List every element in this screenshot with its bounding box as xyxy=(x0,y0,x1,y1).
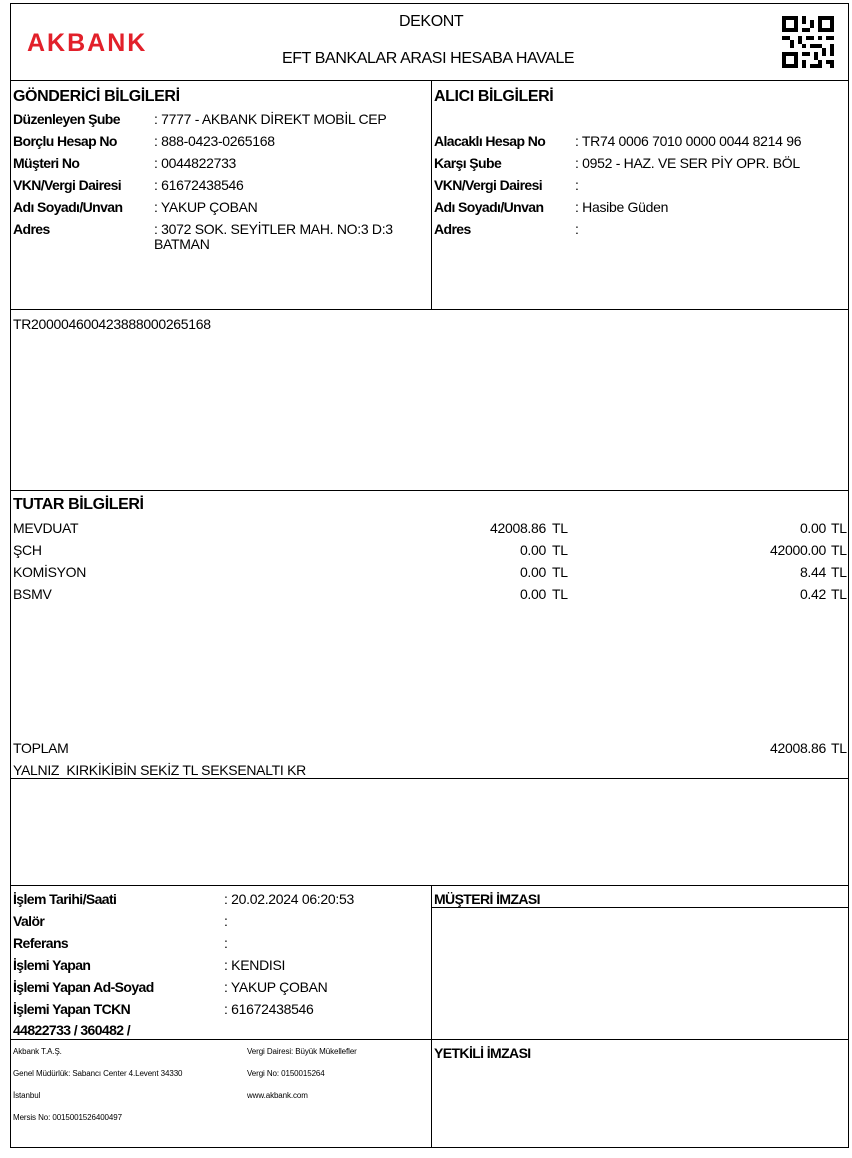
sender-label: Düzenleyen Şube xyxy=(13,111,120,127)
sender-heading: GÖNDERİCİ BİLGİLERİ xyxy=(13,88,180,105)
debit-currency: TL xyxy=(552,564,568,580)
transaction-label: İşlemi Yapan xyxy=(13,957,91,973)
sender-label: Adres xyxy=(13,221,50,237)
amount-label: MEVDUAT xyxy=(13,520,79,536)
svg-text:AKBANK: AKBANK xyxy=(27,30,148,54)
total-amount: 42008.86 xyxy=(770,740,826,756)
debit-amount: 42008.86 xyxy=(490,520,546,536)
qr-code-icon xyxy=(782,16,834,68)
customer-signature-heading: MÜŞTERİ İMZASI xyxy=(434,891,540,907)
transaction-label: İşlemi Yapan TCKN xyxy=(13,1001,131,1017)
footer-mersis: Mersis No: 0015001526400497 xyxy=(13,1113,122,1122)
sender-value: BATMAN xyxy=(154,236,210,252)
divider xyxy=(10,309,849,310)
credit-amount: 8.44 xyxy=(799,564,826,580)
akbank-logo xyxy=(27,30,207,54)
document-title: DEKONT xyxy=(399,13,464,30)
document-subtitle: EFT BANKALAR ARASI HESABA HAVALE xyxy=(282,50,575,67)
credit-amount: 0.00 xyxy=(799,520,826,536)
transaction-value: : xyxy=(224,935,228,951)
amount-label: BSMV xyxy=(13,586,52,602)
sender-label: VKN/Vergi Dairesi xyxy=(13,177,122,193)
footer-city: İstanbul xyxy=(13,1091,41,1100)
footer-tax-office: Vergi Dairesi: Büyük Mükellefler xyxy=(247,1047,357,1056)
sender-value: : 61672438546 xyxy=(154,177,244,193)
amount-label: ŞCH xyxy=(13,542,42,558)
sender-value: : YAKUP ÇOBAN xyxy=(154,199,258,215)
transaction-label: İşlem Tarihi/Saati xyxy=(13,891,117,907)
transaction-value: : 61672438546 xyxy=(224,1001,314,1017)
divider xyxy=(10,490,849,491)
transaction-value: : 20.02.2024 06:20:53 xyxy=(224,891,354,907)
sender-value: : 3072 SOK. SEYİTLER MAH. NO:3 D:3 xyxy=(154,221,393,237)
credit-amount: 0.42 xyxy=(799,586,826,602)
divider xyxy=(10,1039,849,1040)
debit-amount: 0.00 xyxy=(519,564,546,580)
receiver-label: Karşı Şube xyxy=(434,155,502,171)
receiver-value: : TR74 0006 7010 0000 0044 8214 96 xyxy=(575,133,802,149)
transaction-description: TR200004600423888000265168 xyxy=(13,316,211,332)
divider xyxy=(10,80,849,81)
receiver-label: Adres xyxy=(434,221,471,237)
receiver-value: : 0952 - HAZ. VE SER PİY OPR. BÖL xyxy=(575,155,800,171)
sender-value: : 0044822733 xyxy=(154,155,237,171)
sender-value: : 888-0423-0265168 xyxy=(154,133,275,149)
amount-label: KOMİSYON xyxy=(13,564,87,580)
amounts-heading: TUTAR BİLGİLERİ xyxy=(13,496,144,513)
receiver-heading: ALICI BİLGİLERİ xyxy=(434,88,554,105)
receiver-value: : Hasibe Güden xyxy=(575,199,669,215)
credit-currency: TL xyxy=(831,520,847,536)
divider xyxy=(10,885,849,886)
transaction-label: İşlemi Yapan Ad-Soyad xyxy=(13,979,154,995)
total-currency: TL xyxy=(831,740,847,756)
receiver-label: VKN/Vergi Dairesi xyxy=(434,177,543,193)
column-divider xyxy=(431,80,432,309)
receiver-label: Alacaklı Hesap No xyxy=(434,133,546,149)
column-divider xyxy=(431,885,432,1148)
total-label: TOPLAM xyxy=(13,740,69,756)
credit-currency: TL xyxy=(831,586,847,602)
debit-currency: TL xyxy=(552,542,568,558)
authorized-signature-heading: YETKİLİ İMZASI xyxy=(434,1045,531,1061)
footer-tax-number: Vergi No: 0150015264 xyxy=(247,1069,325,1078)
footer-company: Akbank T.A.Ş. xyxy=(13,1047,62,1056)
receiver-value: : xyxy=(575,221,579,237)
transaction-value: : YAKUP ÇOBAN xyxy=(224,979,328,995)
divider xyxy=(432,907,849,908)
footer-headquarters: Genel Müdürlük: Sabancı Center 4.Levent 34330 xyxy=(13,1069,183,1078)
receiver-value: : xyxy=(575,177,579,193)
sender-label: Adı Soyadı/Unvan xyxy=(13,199,123,215)
sender-label: Müşteri No xyxy=(13,155,80,171)
debit-currency: TL xyxy=(552,520,568,536)
debit-amount: 0.00 xyxy=(519,542,546,558)
transaction-value: : xyxy=(224,913,228,929)
divider xyxy=(10,778,849,779)
transaction-value: : KENDISI xyxy=(224,957,286,973)
credit-currency: TL xyxy=(831,542,847,558)
receiver-label: Adı Soyadı/Unvan xyxy=(434,199,544,215)
credit-currency: TL xyxy=(831,564,847,580)
debit-amount: 0.00 xyxy=(519,586,546,602)
transaction-label: Valör xyxy=(13,913,45,929)
transaction-label: Referans xyxy=(13,935,69,951)
debit-currency: TL xyxy=(552,586,568,602)
footer-website: www.akbank.com xyxy=(247,1091,308,1100)
sender-value: : 7777 - AKBANK DİREKT MOBİL CEP xyxy=(154,111,387,127)
transaction-reference: 44822733 / 360482 / xyxy=(13,1022,131,1038)
sender-label: Borçlu Hesap No xyxy=(13,133,117,149)
credit-amount: 42000.00 xyxy=(770,542,826,558)
amount-in-words: YALNIZ KIRKİKİBİN SEKİZ TL SEKSENALTI KR xyxy=(13,762,306,778)
